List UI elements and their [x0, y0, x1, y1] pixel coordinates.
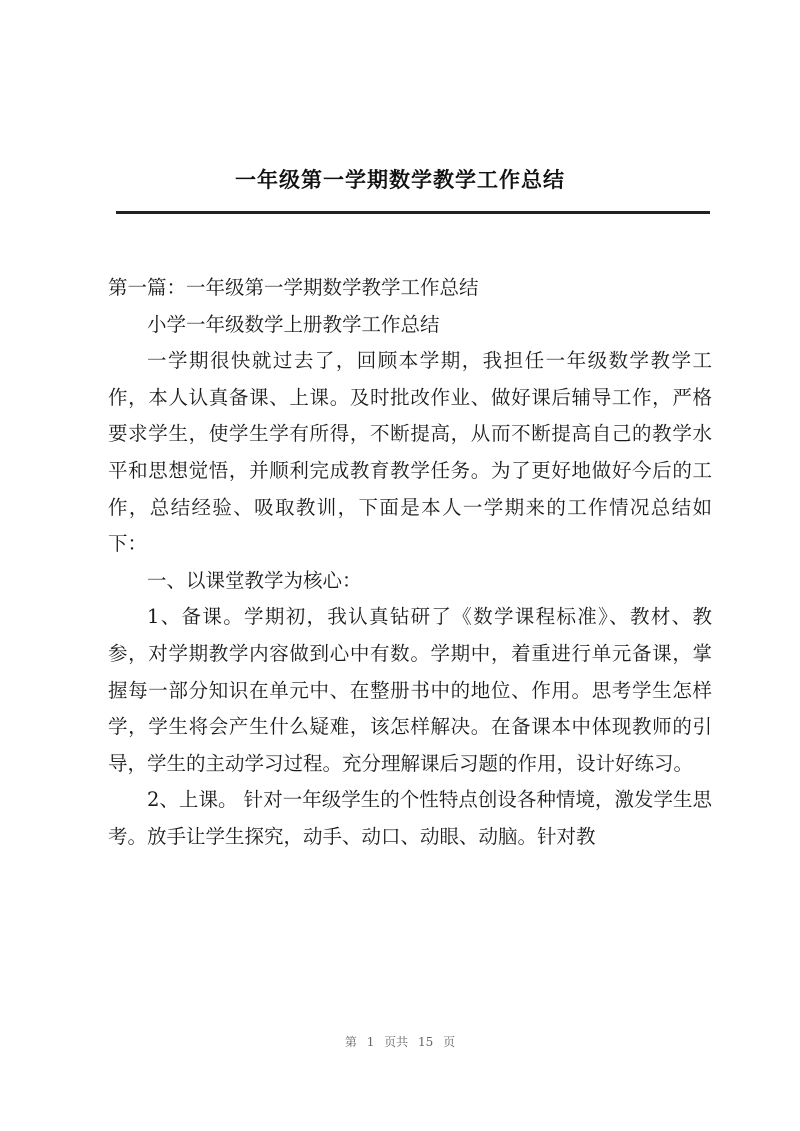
paragraph-core-heading: 一、以课堂教学为核心：: [147, 568, 362, 592]
title-underline: [116, 211, 710, 214]
page-footer: 第 1 页共 15 页: [344, 1035, 456, 1049]
section-heading: 第一篇：一年级第一学期数学教学工作总结: [108, 276, 479, 299]
document-body: [108, 270, 712, 856]
document-title: 一年级第一学期数学教学工作总结: [235, 168, 565, 192]
paragraph-lesson-prep: 1、备课。学期初，我认真钻研了《数学课程标准》、教材、教参，对学期教学内容做到心中有数。学期中，着重进行单元备课，掌握每一部分知识在单元中、在整册书中的地位、作用。思考学生怎样学，学生将会产生什么疑难，该怎样解决。在备课本中体现教师的引导，学生的主动学习过程。充分理解课后习题的作用，设计好练习。: [108, 605, 712, 775]
paragraph-intro: 一学期很快就过去了，回顾本学期，我担任一年级数学教学工作，本人认真备课、上课。及时批改作业、做好课后辅导工作，严格要求学生，使学生学有所得，不断提高，从而不断提高自己的教学水平和思想觉悟，并顺利完成教育教学任务。为了更好地做好今后的工作，总结经验、吸取教训，下面是本人一学期来的工作情况总结如下：: [108, 349, 712, 556]
paragraph-class-teaching: 2、上课。 针对一年级学生的个性特点创设各种情境，激发学生思考。放手让学生探究，动手、动口、动眼、动脑。针对教: [108, 788, 712, 848]
section-subheading: 小学一年级数学上册教学工作总结: [147, 312, 440, 336]
